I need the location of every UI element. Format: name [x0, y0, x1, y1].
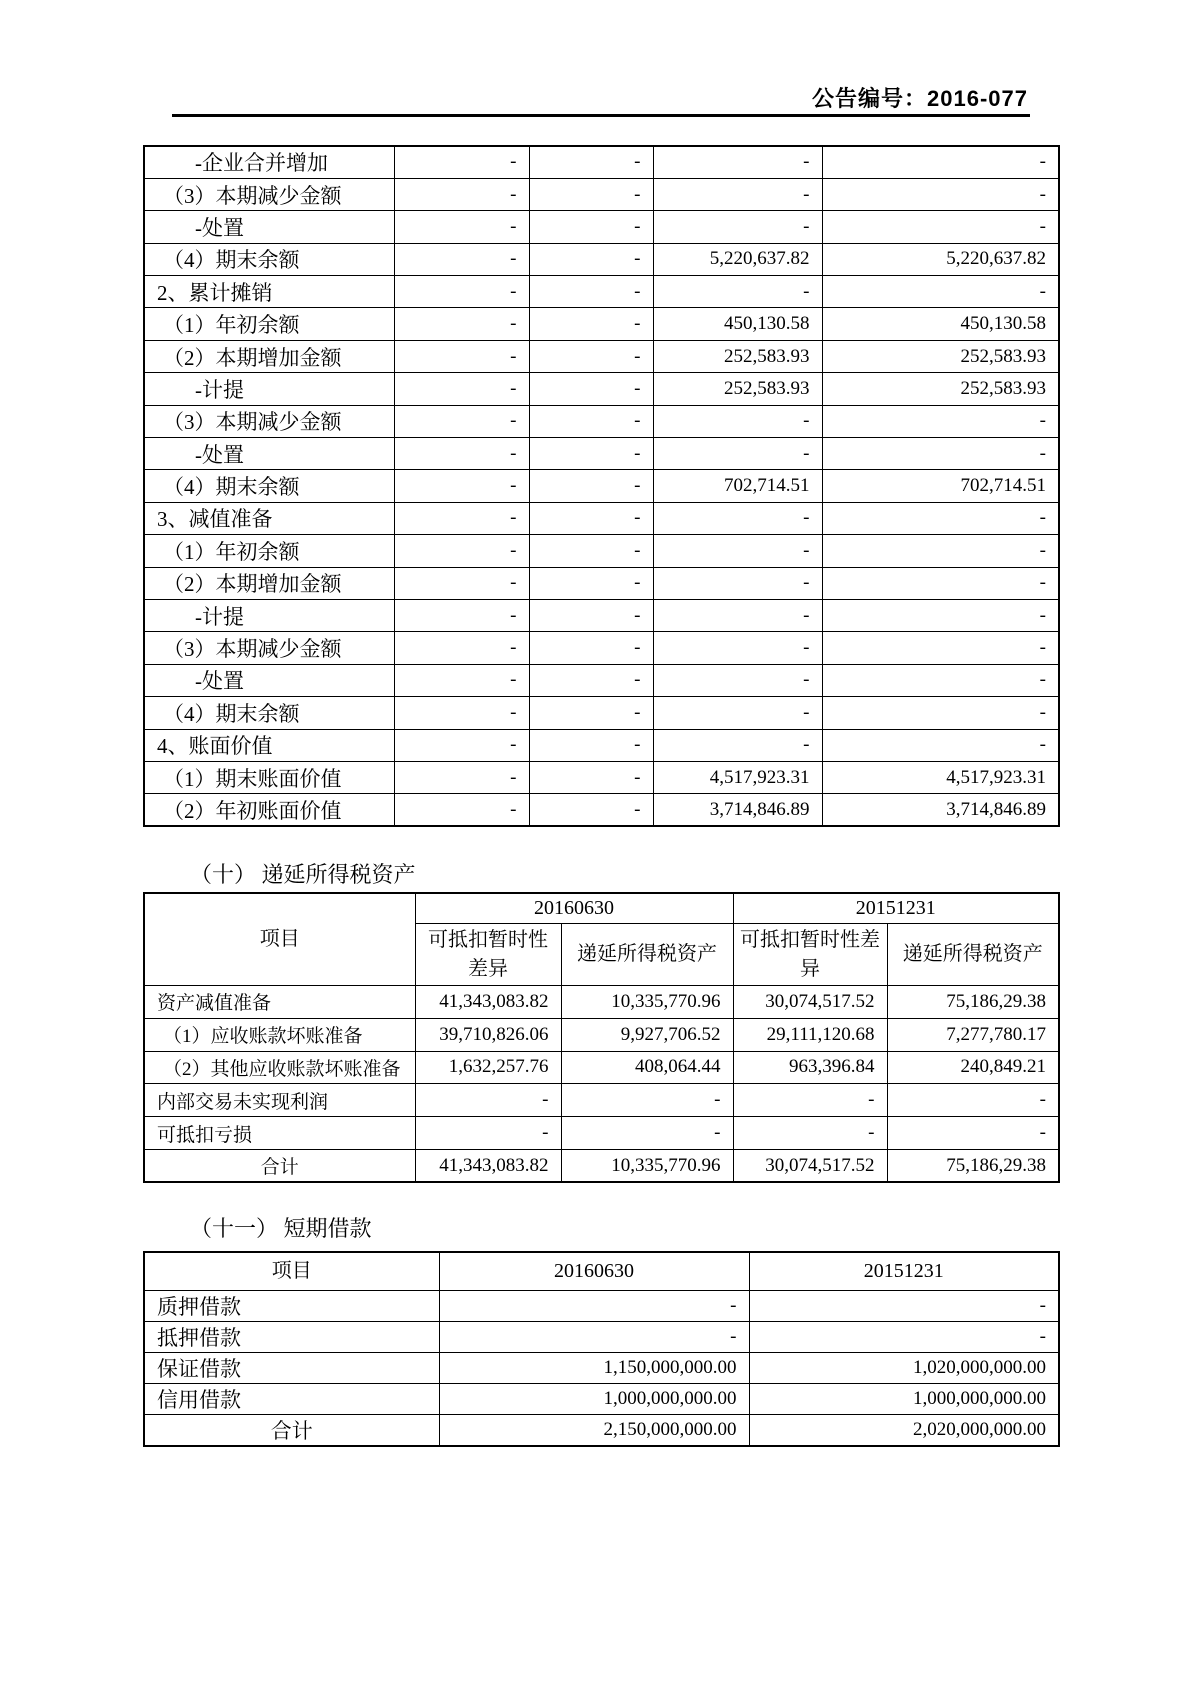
column-header-period-20160630: 20160630	[415, 893, 733, 924]
amount-cell: 7,277,780.17	[887, 1018, 1059, 1051]
table-row	[144, 1051, 1059, 1084]
row-label: （2）本期增加金额	[144, 567, 394, 599]
table-row	[144, 986, 1059, 1019]
amount-cell: -	[394, 567, 529, 599]
table-row	[144, 1117, 1059, 1150]
table-row	[144, 794, 1059, 826]
row-label: -企业合并增加	[144, 146, 394, 178]
amount-cell: 1,000,000,000.00	[439, 1383, 749, 1414]
amount-cell: 252,583.93	[822, 340, 1059, 372]
amount-cell: -	[394, 470, 529, 502]
table-header-row	[144, 893, 1059, 924]
short-term-loans-table	[143, 1251, 1060, 1447]
amount-cell: -	[394, 211, 529, 243]
amount-cell: -	[822, 697, 1059, 729]
table-header-row	[144, 1252, 1059, 1290]
amount-cell: -	[529, 535, 653, 567]
amount-cell: -	[822, 178, 1059, 210]
row-label: （3）本期减少金额	[144, 178, 394, 210]
column-header-period-20160630: 20160630	[439, 1252, 749, 1290]
amount-cell: -	[529, 146, 653, 178]
row-label: 信用借款	[144, 1383, 439, 1414]
amount-cell: -	[529, 211, 653, 243]
table-row	[144, 470, 1059, 502]
amount-cell: 75,186,29.38	[887, 1149, 1059, 1182]
row-label: （1）年初余额	[144, 535, 394, 567]
amount-cell: -	[529, 599, 653, 631]
table-row	[144, 1018, 1059, 1051]
row-label: （1）年初余额	[144, 308, 394, 340]
amount-cell: -	[529, 502, 653, 534]
amount-cell: -	[529, 405, 653, 437]
amount-cell: -	[394, 632, 529, 664]
row-label: -计提	[144, 373, 394, 405]
row-label: （4）期末余额	[144, 697, 394, 729]
amount-cell: 4,517,923.31	[822, 761, 1059, 793]
amount-cell: -	[822, 567, 1059, 599]
amount-cell: -	[394, 761, 529, 793]
amount-cell: 450,130.58	[653, 308, 822, 340]
amount-cell: 75,186,29.38	[887, 986, 1059, 1019]
table-row	[144, 1149, 1059, 1182]
amount-cell: -	[529, 632, 653, 664]
amount-cell: 2,150,000,000.00	[439, 1414, 749, 1446]
amount-cell: 5,220,637.82	[653, 243, 822, 275]
row-label: 质押借款	[144, 1290, 439, 1321]
column-header-deferred-tax-asset: 递延所得税资产	[561, 924, 733, 986]
amount-cell: 702,714.51	[653, 470, 822, 502]
amount-cell: -	[733, 1084, 887, 1117]
row-label: 合计	[144, 1149, 415, 1182]
amount-cell: -	[394, 276, 529, 308]
row-label: 保证借款	[144, 1352, 439, 1383]
amount-cell: -	[394, 178, 529, 210]
table-row	[144, 1321, 1059, 1352]
amount-cell: -	[822, 211, 1059, 243]
amount-cell: -	[653, 664, 822, 696]
amount-cell: 450,130.58	[822, 308, 1059, 340]
amount-cell: 702,714.51	[822, 470, 1059, 502]
deferred-tax-assets-table	[143, 892, 1060, 1183]
amount-cell: -	[394, 438, 529, 470]
table-row	[144, 1414, 1059, 1446]
amount-cell: 240,849.21	[887, 1051, 1059, 1084]
column-header-period-20151231: 20151231	[749, 1252, 1059, 1290]
table-row	[144, 1290, 1059, 1321]
row-label: 2、累计摊销	[144, 276, 394, 308]
amount-cell: -	[394, 373, 529, 405]
amount-cell: -	[394, 340, 529, 372]
amount-cell: -	[529, 340, 653, 372]
amount-cell: 10,335,770.96	[561, 1149, 733, 1182]
row-label: 4、账面价值	[144, 729, 394, 761]
row-label: （2）年初账面价值	[144, 794, 394, 826]
asset-rollforward-table	[143, 145, 1060, 827]
row-label: （2）其他应收账款坏账准备	[144, 1051, 415, 1084]
table-row	[144, 761, 1059, 793]
amount-cell: 3,714,846.89	[653, 794, 822, 826]
amount-cell: -	[394, 697, 529, 729]
amount-cell: -	[749, 1321, 1059, 1352]
amount-cell: 252,583.93	[653, 340, 822, 372]
amount-cell: -	[653, 632, 822, 664]
row-label: -计提	[144, 599, 394, 631]
table-row	[144, 729, 1059, 761]
amount-cell: -	[529, 438, 653, 470]
amount-cell: 29,111,120.68	[733, 1018, 887, 1051]
amount-cell: 1,020,000,000.00	[749, 1352, 1059, 1383]
amount-cell: 1,632,257.76	[415, 1051, 561, 1084]
amount-cell: -	[653, 697, 822, 729]
amount-cell: 2,020,000,000.00	[749, 1414, 1059, 1446]
amount-cell: 252,583.93	[653, 373, 822, 405]
amount-cell: 5,220,637.82	[822, 243, 1059, 275]
amount-cell: -	[653, 438, 822, 470]
amount-cell: -	[653, 535, 822, 567]
amount-cell: -	[394, 243, 529, 275]
amount-cell: -	[653, 276, 822, 308]
table-row	[144, 308, 1059, 340]
amount-cell: -	[887, 1084, 1059, 1117]
table-row	[144, 340, 1059, 372]
amount-cell: -	[653, 599, 822, 631]
amount-cell: -	[394, 308, 529, 340]
amount-cell: 30,074,517.52	[733, 1149, 887, 1182]
amount-cell: -	[529, 567, 653, 599]
row-label: 合计	[144, 1414, 439, 1446]
amount-cell: -	[749, 1290, 1059, 1321]
table-row	[144, 535, 1059, 567]
column-header-deductible-temporary-difference: 可抵扣暂时性差异	[733, 924, 887, 986]
table-row	[144, 697, 1059, 729]
table-row	[144, 502, 1059, 534]
table-row	[144, 405, 1059, 437]
header-rule	[172, 114, 1030, 117]
amount-cell: 1,150,000,000.00	[439, 1352, 749, 1383]
amount-cell: -	[653, 178, 822, 210]
amount-cell: 408,064.44	[561, 1051, 733, 1084]
amount-cell: -	[394, 794, 529, 826]
amount-cell: -	[394, 729, 529, 761]
amount-cell: -	[415, 1084, 561, 1117]
section-title-deferred-tax-assets: （十） 递延所得税资产	[190, 862, 416, 887]
amount-cell: 41,343,083.82	[415, 986, 561, 1019]
row-label: 内部交易未实现利润	[144, 1084, 415, 1117]
amount-cell: -	[822, 664, 1059, 696]
amount-cell: -	[394, 146, 529, 178]
amount-cell: -	[561, 1117, 733, 1150]
amount-cell: -	[415, 1117, 561, 1150]
amount-cell: -	[653, 502, 822, 534]
amount-cell: -	[822, 146, 1059, 178]
table-row	[144, 438, 1059, 470]
amount-cell: -	[822, 729, 1059, 761]
section-title-short-term-loans: （十一） 短期借款	[190, 1216, 372, 1241]
amount-cell: -	[887, 1117, 1059, 1150]
amount-cell: 963,396.84	[733, 1051, 887, 1084]
amount-cell: -	[529, 729, 653, 761]
amount-cell: 1,000,000,000.00	[749, 1383, 1059, 1414]
column-header-deferred-tax-asset: 递延所得税资产	[887, 924, 1059, 986]
amount-cell: 41,343,083.82	[415, 1149, 561, 1182]
amount-cell: -	[529, 373, 653, 405]
column-header-period-20151231: 20151231	[733, 893, 1059, 924]
table-row	[144, 1084, 1059, 1117]
row-label: -处置	[144, 438, 394, 470]
amount-cell: -	[529, 470, 653, 502]
amount-cell: -	[733, 1117, 887, 1150]
amount-cell: -	[822, 599, 1059, 631]
table-row	[144, 632, 1059, 664]
amount-cell: -	[822, 502, 1059, 534]
amount-cell: -	[561, 1084, 733, 1117]
amount-cell: -	[822, 438, 1059, 470]
amount-cell: -	[394, 599, 529, 631]
row-label: -处置	[144, 664, 394, 696]
row-label: （4）期末余额	[144, 470, 394, 502]
amount-cell: 3,714,846.89	[822, 794, 1059, 826]
amount-cell: -	[822, 276, 1059, 308]
amount-cell: -	[529, 761, 653, 793]
amount-cell: -	[822, 535, 1059, 567]
amount-cell: -	[529, 308, 653, 340]
column-header-item: 项目	[144, 1252, 439, 1290]
table-row	[144, 146, 1059, 178]
amount-cell: -	[653, 146, 822, 178]
amount-cell: 4,517,923.31	[653, 761, 822, 793]
table-row	[144, 664, 1059, 696]
amount-cell: -	[653, 567, 822, 599]
row-label: 3、减值准备	[144, 502, 394, 534]
amount-cell: -	[529, 794, 653, 826]
table-row	[144, 567, 1059, 599]
row-label: 抵押借款	[144, 1321, 439, 1352]
amount-cell: 10,335,770.96	[561, 986, 733, 1019]
amount-cell: 9,927,706.52	[561, 1018, 733, 1051]
amount-cell: -	[394, 405, 529, 437]
table-row	[144, 599, 1059, 631]
table-row	[144, 211, 1059, 243]
row-label: （2）本期增加金额	[144, 340, 394, 372]
table-row	[144, 1383, 1059, 1414]
row-label: （3）本期减少金额	[144, 632, 394, 664]
amount-cell: -	[394, 502, 529, 534]
table-row	[144, 1352, 1059, 1383]
amount-cell: -	[653, 729, 822, 761]
column-header-item: 项目	[144, 893, 415, 986]
amount-cell: 252,583.93	[822, 373, 1059, 405]
amount-cell: -	[822, 632, 1059, 664]
row-label: 可抵扣亏损	[144, 1117, 415, 1150]
table-row	[144, 373, 1059, 405]
amount-cell: 30,074,517.52	[733, 986, 887, 1019]
row-label: （1）期末账面价值	[144, 761, 394, 793]
amount-cell: -	[529, 664, 653, 696]
row-label: （1）应收账款坏账准备	[144, 1018, 415, 1051]
amount-cell: -	[529, 243, 653, 275]
table-row	[144, 276, 1059, 308]
table-row	[144, 243, 1059, 275]
column-header-deductible-temporary-difference: 可抵扣暂时性差异	[415, 924, 561, 986]
amount-cell: -	[394, 664, 529, 696]
table-row	[144, 178, 1059, 210]
row-label: 资产减值准备	[144, 986, 415, 1019]
row-label: （4）期末余额	[144, 243, 394, 275]
amount-cell: -	[653, 211, 822, 243]
amount-cell: -	[529, 178, 653, 210]
row-label: （3）本期减少金额	[144, 405, 394, 437]
amount-cell: 39,710,826.06	[415, 1018, 561, 1051]
amount-cell: -	[822, 405, 1059, 437]
amount-cell: -	[394, 535, 529, 567]
amount-cell: -	[653, 405, 822, 437]
announcement-number: 公告编号：2016-077	[812, 86, 1028, 111]
amount-cell: -	[529, 697, 653, 729]
amount-cell: -	[439, 1290, 749, 1321]
row-label: -处置	[144, 211, 394, 243]
amount-cell: -	[529, 276, 653, 308]
amount-cell: -	[439, 1321, 749, 1352]
